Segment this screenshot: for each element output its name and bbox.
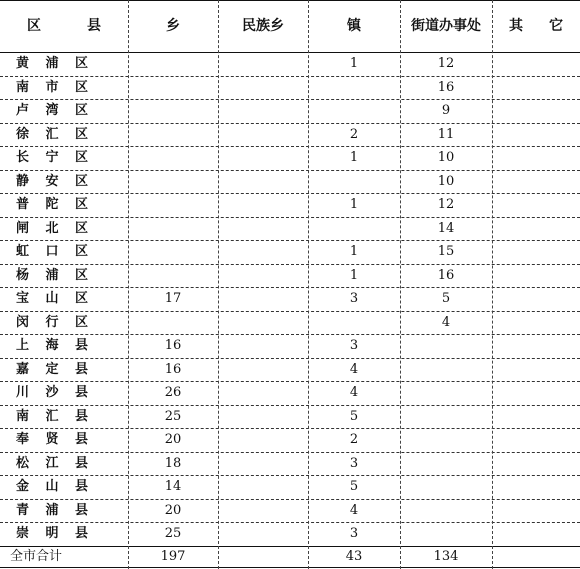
district-name-char: 徐	[16, 126, 30, 142]
ethnic-township-cell	[218, 76, 308, 100]
ethnic-township-cell	[218, 311, 308, 335]
other-cell	[492, 381, 580, 405]
township-cell: 20	[164, 502, 182, 518]
district-name-char: 市	[45, 79, 59, 95]
district-name-cell	[0, 123, 144, 147]
district-name-cell	[0, 146, 144, 170]
other-cell	[492, 452, 580, 476]
total-other-cell	[492, 546, 580, 568]
township-cell: 25	[164, 408, 182, 424]
district-name-cell	[0, 405, 144, 429]
district-name-char: 金	[16, 479, 30, 495]
district-name-char: 青	[16, 502, 30, 518]
district-name-char: 闵	[16, 314, 30, 330]
ethnic-township-cell	[218, 358, 308, 382]
district-name-char: 县	[74, 361, 88, 377]
header-other-char-1: 其	[509, 18, 523, 34]
district-name-char: 县	[74, 502, 88, 518]
district-name-char: 闸	[16, 220, 30, 236]
town-cell: 1	[349, 244, 359, 260]
district-name-char: 川	[16, 385, 30, 401]
town-cell: 3	[349, 338, 359, 354]
district-name-char: 县	[74, 408, 88, 424]
township-cell	[128, 217, 218, 241]
district-name-char: 县	[74, 455, 88, 471]
district-name-char: 海	[45, 338, 59, 354]
district-name-char: 明	[45, 526, 59, 542]
district-name-cell	[0, 311, 144, 335]
header-district-char: 区	[27, 18, 41, 34]
district-name-cell	[0, 240, 144, 264]
district-name-char: 汇	[45, 408, 59, 424]
subdistrict-office-cell: 11	[437, 126, 455, 142]
ethnic-township-cell	[218, 428, 308, 452]
district-name-cell	[0, 76, 144, 100]
other-cell	[492, 170, 580, 194]
other-cell	[492, 146, 580, 170]
district-name-char: 区	[74, 126, 88, 142]
ethnic-township-cell	[218, 217, 308, 241]
ethnic-township-cell	[218, 170, 308, 194]
district-name-cell	[0, 193, 144, 217]
ethnic-township-cell	[218, 52, 308, 76]
subdistrict-office-cell: 10	[437, 150, 455, 166]
subdistrict-office-cell: 4	[441, 314, 451, 330]
subdistrict-office-cell: 14	[437, 220, 455, 236]
district-name-char: 南	[16, 79, 30, 95]
district-name-char: 湾	[45, 103, 59, 119]
district-name-cell	[0, 452, 144, 476]
header-subdistrict-office: 街道办事处	[411, 18, 481, 34]
town-cell	[308, 99, 400, 123]
subdistrict-office-cell: 16	[437, 79, 455, 95]
township-cell: 17	[164, 291, 182, 307]
total-label: 全市合计	[10, 548, 63, 564]
subdistrict-office-cell	[400, 405, 492, 429]
header-district	[0, 0, 128, 52]
town-cell: 2	[349, 432, 359, 448]
town-cell	[308, 217, 400, 241]
town-cell: 4	[349, 361, 359, 377]
district-name-char: 县	[74, 432, 88, 448]
district-name-char: 陀	[45, 197, 59, 213]
district-name-cell	[0, 334, 144, 358]
district-name-cell	[0, 499, 144, 523]
subdistrict-office-cell: 15	[437, 244, 455, 260]
subdistrict-office-cell	[400, 358, 492, 382]
town-cell: 2	[349, 126, 359, 142]
other-cell	[492, 264, 580, 288]
district-name-char: 区	[74, 244, 88, 260]
township-cell	[128, 76, 218, 100]
district-name-cell	[0, 381, 144, 405]
ethnic-township-cell	[218, 240, 308, 264]
district-name-char: 江	[45, 455, 59, 471]
township-cell	[128, 52, 218, 76]
other-cell	[492, 52, 580, 76]
subdistrict-office-cell	[400, 475, 492, 499]
district-name-char: 松	[16, 455, 30, 471]
district-name-char: 虹	[16, 244, 30, 260]
ethnic-township-cell	[218, 146, 308, 170]
town-cell	[308, 76, 400, 100]
ethnic-township-cell	[218, 123, 308, 147]
header-other-char-2: 它	[549, 18, 563, 34]
district-name-char: 南	[16, 408, 30, 424]
ethnic-township-cell	[218, 405, 308, 429]
ethnic-township-cell	[218, 522, 308, 546]
header-township: 乡	[166, 18, 180, 34]
district-name-char: 区	[74, 291, 88, 307]
township-cell: 16	[164, 338, 182, 354]
district-name-char: 县	[74, 526, 88, 542]
ethnic-township-cell	[218, 475, 308, 499]
district-name-char: 区	[74, 314, 88, 330]
township-cell: 26	[164, 385, 182, 401]
township-cell: 14	[164, 479, 182, 495]
other-cell	[492, 499, 580, 523]
town-cell	[308, 311, 400, 335]
header-town: 镇	[347, 18, 361, 34]
district-name-cell	[0, 217, 144, 241]
district-name-char: 区	[74, 103, 88, 119]
other-cell	[492, 123, 580, 147]
district-name-cell	[0, 522, 144, 546]
township-cell	[128, 99, 218, 123]
district-name-char: 上	[16, 338, 30, 354]
header-ethnic-township: 民族乡	[242, 18, 284, 34]
township-cell	[128, 240, 218, 264]
subdistrict-office-cell	[400, 499, 492, 523]
subdistrict-office-cell	[400, 381, 492, 405]
town-cell: 4	[349, 385, 359, 401]
district-name-char: 宝	[16, 291, 30, 307]
ethnic-township-cell	[218, 193, 308, 217]
other-cell	[492, 76, 580, 100]
district-name-char: 区	[74, 197, 88, 213]
district-name-char: 区	[74, 56, 88, 72]
other-cell	[492, 99, 580, 123]
township-cell	[128, 264, 218, 288]
ethnic-township-cell	[218, 264, 308, 288]
other-cell	[492, 405, 580, 429]
township-cell: 18	[164, 455, 182, 471]
township-cell: 20	[164, 432, 182, 448]
district-name-cell	[0, 99, 144, 123]
district-name-cell	[0, 264, 144, 288]
subdistrict-office-cell: 9	[441, 103, 451, 119]
district-name-char: 黄	[16, 56, 30, 72]
district-name-char: 山	[45, 479, 59, 495]
district-name-char: 杨	[16, 267, 30, 283]
district-name-char: 宁	[45, 150, 59, 166]
ethnic-township-cell	[218, 499, 308, 523]
town-cell: 1	[349, 197, 359, 213]
row-divider	[0, 567, 580, 568]
subdistrict-office-cell	[400, 334, 492, 358]
district-name-char: 沙	[45, 385, 59, 401]
district-name-cell	[0, 428, 144, 452]
subdistrict-office-cell: 16	[437, 267, 455, 283]
district-name-char: 普	[16, 197, 30, 213]
town-cell: 3	[349, 526, 359, 542]
other-cell	[492, 193, 580, 217]
ethnic-township-cell	[218, 99, 308, 123]
town-cell: 5	[349, 408, 359, 424]
district-name-char: 县	[74, 385, 88, 401]
ethnic-township-cell	[218, 381, 308, 405]
district-name-char: 区	[74, 79, 88, 95]
town-cell	[308, 170, 400, 194]
district-name-char: 区	[74, 220, 88, 236]
district-name-char: 区	[74, 173, 88, 189]
total-subdistrict-office-cell: 134	[433, 548, 459, 564]
subdistrict-office-cell: 10	[437, 173, 455, 189]
other-cell	[492, 311, 580, 335]
district-name-char: 崇	[16, 526, 30, 542]
subdistrict-office-cell: 12	[437, 56, 455, 72]
subdistrict-office-cell	[400, 522, 492, 546]
district-name-char: 区	[74, 267, 88, 283]
district-name-char: 北	[45, 220, 59, 236]
district-name-cell	[0, 475, 144, 499]
district-name-char: 长	[16, 150, 30, 166]
district-name-cell	[0, 287, 144, 311]
subdistrict-office-cell: 5	[441, 291, 451, 307]
town-cell: 3	[349, 291, 359, 307]
township-cell	[128, 146, 218, 170]
district-name-char: 静	[16, 173, 30, 189]
district-name-char: 浦	[45, 56, 59, 72]
other-cell	[492, 428, 580, 452]
township-cell	[128, 123, 218, 147]
town-cell: 1	[349, 267, 359, 283]
ethnic-township-cell	[218, 334, 308, 358]
district-name-char: 汇	[45, 126, 59, 142]
header-county-char: 县	[87, 18, 101, 34]
other-cell	[492, 217, 580, 241]
other-cell	[492, 240, 580, 264]
other-cell	[492, 334, 580, 358]
district-name-char: 县	[74, 479, 88, 495]
district-name-char: 区	[74, 150, 88, 166]
town-cell: 5	[349, 479, 359, 495]
subdistrict-office-cell: 12	[437, 197, 455, 213]
ethnic-township-cell	[218, 287, 308, 311]
total-township-cell: 197	[160, 548, 186, 564]
district-name-cell	[0, 170, 144, 194]
district-name-cell	[0, 358, 144, 382]
ethnic-township-cell	[218, 452, 308, 476]
total-ethnic-township-cell	[218, 546, 308, 568]
district-name-char: 县	[74, 338, 88, 354]
town-cell: 4	[349, 502, 359, 518]
subdistrict-office-cell	[400, 452, 492, 476]
township-cell: 25	[164, 526, 182, 542]
other-cell	[492, 475, 580, 499]
district-name-char: 浦	[45, 502, 59, 518]
other-cell	[492, 287, 580, 311]
district-name-char: 贤	[45, 432, 59, 448]
district-name-char: 安	[45, 173, 59, 189]
district-name-cell	[0, 52, 144, 76]
district-name-char: 奉	[16, 432, 30, 448]
subdistrict-office-cell	[400, 428, 492, 452]
township-cell: 16	[164, 361, 182, 377]
district-name-char: 行	[45, 314, 59, 330]
district-name-char: 卢	[16, 103, 30, 119]
total-town-cell: 43	[345, 548, 363, 564]
township-cell	[128, 193, 218, 217]
district-name-char: 嘉	[16, 361, 30, 377]
district-name-char: 定	[45, 361, 59, 377]
district-name-char: 浦	[45, 267, 59, 283]
township-cell	[128, 170, 218, 194]
header-other	[492, 0, 580, 52]
district-name-char: 山	[45, 291, 59, 307]
town-cell: 3	[349, 455, 359, 471]
township-cell	[128, 311, 218, 335]
district-name-char: 口	[45, 244, 59, 260]
town-cell: 1	[349, 150, 359, 166]
town-cell: 1	[349, 56, 359, 72]
other-cell	[492, 522, 580, 546]
other-cell	[492, 358, 580, 382]
